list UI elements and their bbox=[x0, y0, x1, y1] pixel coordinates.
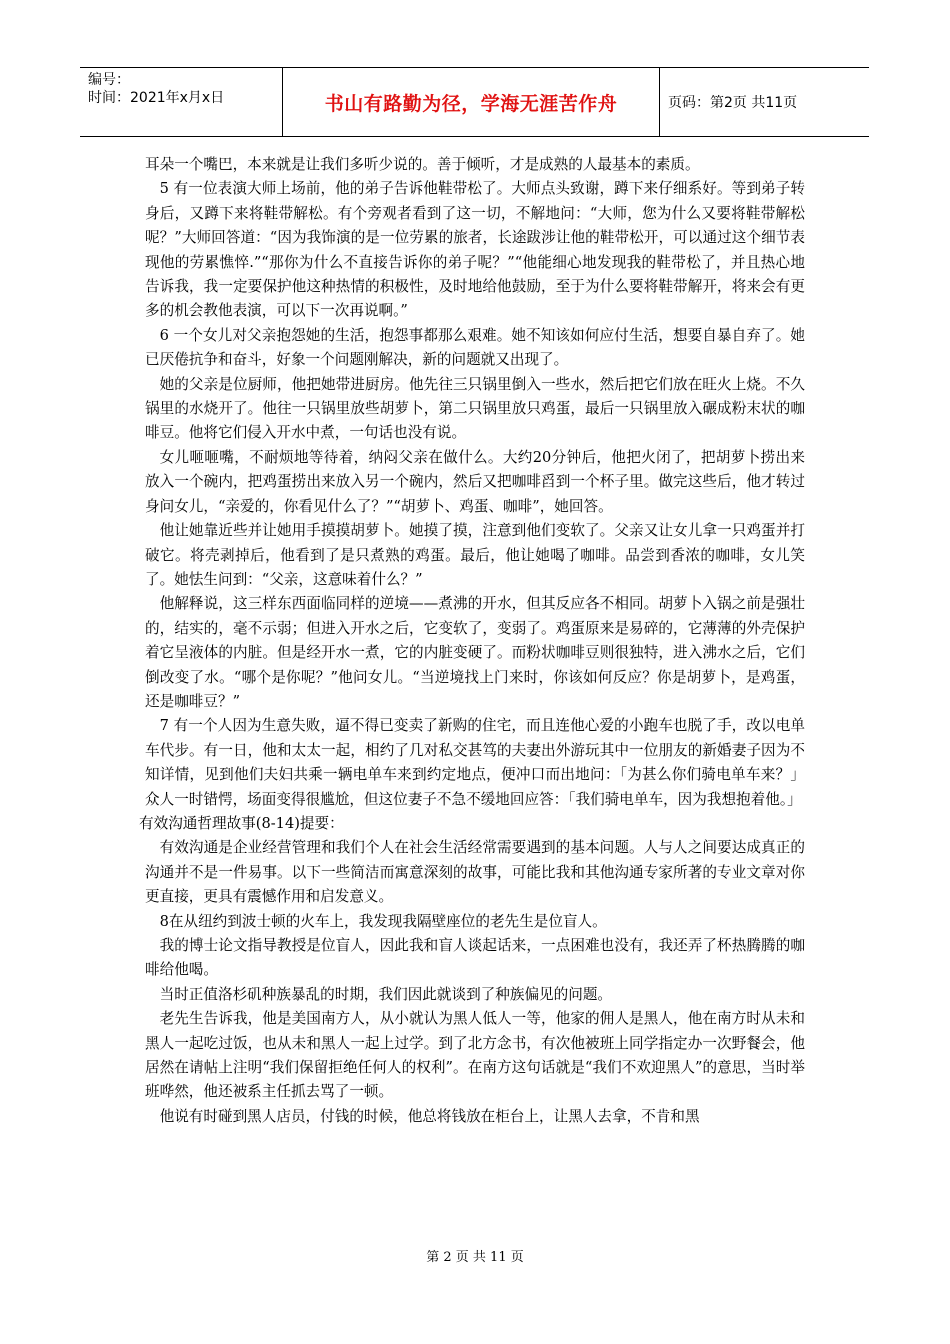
paragraph: 老先生告诉我，他是美国南方人，从小就认为黑人低人一等，他家的佣人是黑人，他在南方时从未和黑人一起吃过饭，也从未和黑人一起上过学。到了北方念书，有次他被班上同学指定办一次野餐会，他居然在请帖上注明“我们保留拒绝任何人的权利”。在南方这句话就是“我们不欢迎黑人”的意思，当时举班哗然，他还被系主任抓去骂了一顿。 bbox=[145, 1010, 805, 1101]
header-left-cell bbox=[80, 68, 282, 136]
section-heading: 有效沟通哲理故事(8-14)提要： bbox=[139, 814, 344, 832]
document-time-label: 时间：2021年x月x日 bbox=[88, 90, 225, 106]
paragraph: 她的父亲是位厨师，他把她带进厨房。他先往三只锅里倒入一些水，然后把它们放在旺火上烧。不久锅里的水烧开了。他往一只锅里放些胡萝卜，第二只锅里放只鸡蛋，最后一只锅里放入碾成粉末状的咖啡豆。他将它们侵入开水中煮，一句话也没有说。 bbox=[145, 375, 805, 442]
header-motto: 书山有路勤为径，学海无涯苦作舟 bbox=[282, 68, 660, 136]
paragraph: 女儿咂咂嘴，不耐烦地等待着，纳闷父亲在做什么。大约20分钟后，他把火闭了，把胡萝卜捞出来放入一个碗内，把鸡蛋捞出来放入另一个碗内，然后又把咖啡舀到一个杯子里。做完这些后，他才转过身问女儿，“亲爱的，你看见什么了？”“胡萝卜、鸡蛋、咖啡”，她回答。 bbox=[145, 448, 805, 515]
paragraph: 他说有时碰到黑人店员，付钱的时候，他总将钱放在柜台上，让黑人去拿，不肯和黑 bbox=[159, 1107, 700, 1125]
paragraph: 我的博士论文指导教授是位盲人，因此我和盲人谈起话来，一点困难也没有，我还弄了杯热腾腾的咖啡给他喝。 bbox=[145, 937, 805, 979]
header-page-info: 页码：第2页 共11页 bbox=[668, 95, 798, 111]
paragraph: 有效沟通是企业经营管理和我们个人在社会生活经常需要遇到的基本问题。人与人之间要达成真正的沟通并不是一件易事。以下一些简洁而寓意深刻的故事，可能比我和其他沟通专家所著的专业文章对你更直接，更具有震憾作用和启发意义。 bbox=[145, 839, 805, 906]
page-header bbox=[80, 67, 869, 137]
paragraph: 他解释说，这三样东西面临同样的逆境——煮沸的开水，但其反应各不相同。胡萝卜入锅之前是强壮的，结实的，毫不示弱；但进入开水之后，它变软了，变弱了。鸡蛋原来是易碎的，它薄薄的外壳保护着它呈液体的内脏。但是经开水一煮，它的内脏变硬了。而粉状咖啡豆则很独特，进入沸水之后，它们倒改变了水。“哪个是你呢？”他问女儿。“当逆境找上门来时，你该如何反应？你是胡萝卜，是鸡蛋，还是咖啡豆？” bbox=[145, 595, 805, 710]
paragraph: 7 有一个人因为生意失败，逼不得已变卖了新购的住宅，而且连他心爱的小跑车也脱了手，改以电单车代步。有一日，他和太太一起，相约了几对私交甚笃的夫妻出外游玩其中一位朋友的新婚妻子因为不知详情，见到他们夫妇共乘一辆电单车来到约定地点，便冲口而出地问：「为甚么你们骑电单车来？」众人一时错愕，场面变得很尴尬，但这位妻子不急不缓地回应答：「我们骑电单车，因为我想抱着他。」 bbox=[145, 717, 805, 808]
paragraph: 8在从纽约到波士顿的火车上，我发现我隔壁座位的老先生是位盲人。 bbox=[159, 912, 607, 930]
paragraph: 耳朵一个嘴巴，本来就是让我们多听少说的。善于倾听，才是成熟的人最基本的素质。 bbox=[145, 156, 700, 173]
document-number-label: 编号： bbox=[88, 72, 130, 88]
paragraph: 5 有一位表演大师上场前，他的弟子告诉他鞋带松了。大师点头致谢，蹲下来仔细系好。等到弟子转身后，又蹲下来将鞋带解松。有个旁观者看到了这一切，不解地问：“大师，您为什么又要将鞋带解松呢？”大师回答道：“因为我饰演的是一位劳累的旅者，长途跋涉让他的鞋带松开，可以通过这个细节表现他的劳累憔悴.”“那你为什么不直接告诉你的弟子呢？”“他能细心地发现我的鞋带松了，并且热心地告诉我，我一定要保护他这种热情的积极性，及时地给他鼓励，至于为什么要将鞋带解开，将来会有更多的机会教他表演，可以下一次再说啊。” bbox=[145, 180, 805, 320]
paragraph: 当时正值洛杉矶种族暴乱的时期，我们因此就谈到了种族偏见的问题。 bbox=[159, 985, 613, 1003]
paragraph: 6 一个女儿对父亲抱怨她的生活，抱怨事都那么艰难。她不知该如何应付生活，想要自暴自弃了。她已厌倦抗争和奋斗，好象一个问题刚解决，新的问题就又出现了。 bbox=[145, 326, 805, 369]
paragraph: 他让她靠近些并让她用手摸摸胡萝卜。她摸了摸，注意到他们变软了。父亲又让女儿拿一只鸡蛋并打破它。将壳剥掉后，他看到了是只煮熟的鸡蛋。最后，他让她喝了咖啡。品尝到香浓的咖啡，女儿笑了。她怯生问到：“父亲，这意味着什么？” bbox=[145, 522, 805, 588]
document-body bbox=[139, 153, 805, 1129]
page-footer: 第 2 页 共 11 页 bbox=[426, 1250, 524, 1265]
